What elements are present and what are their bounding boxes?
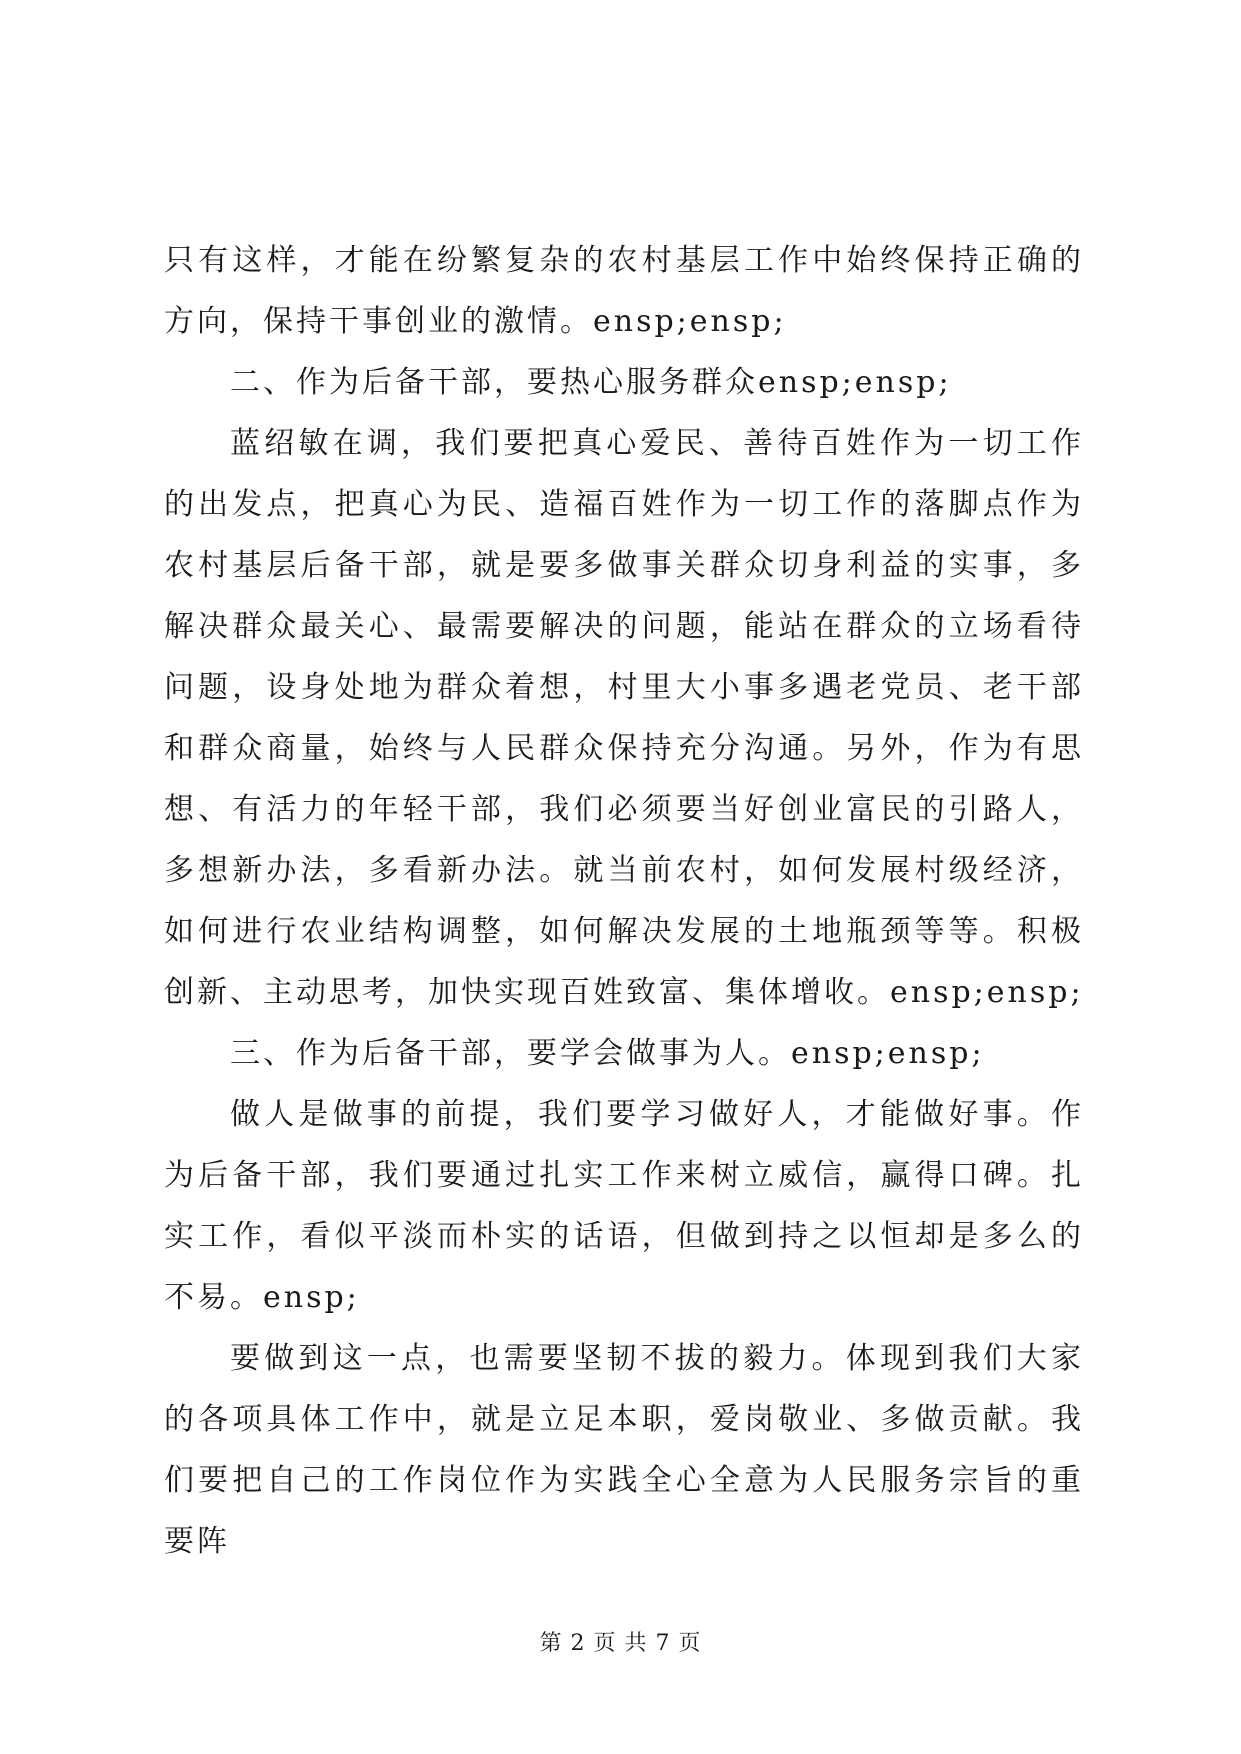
section-heading-serve-masses: 二、作为后备干部，要热心服务群众ensp;ensp; xyxy=(230,365,952,400)
paragraph-conduct: 做人是做事的前提，我们要学习做好人，才能做好事。作为后备干部，我们要通过扎实工作来树立威信，赢得口碑。扎实工作，看似平淡而朴实的话语，但做到持之以恒却是多么的不易。ensp; xyxy=(164,1097,1084,1315)
section-heading-conduct: 三、作为后备干部，要学会做事为人。ensp;ensp; xyxy=(230,1036,985,1071)
paragraph-perseverance: 要做到这一点，也需要坚韧不拔的毅力。体现到我们大家的各项具体工作中，就是立足本职，爱岗敬业、多做贡献。我们要把自己的工作岗位作为实践全心全意为人民服务宗旨的重要阵 xyxy=(164,1341,1084,1559)
page-number-footer: 第 2 页 共 7 页 xyxy=(539,1631,702,1656)
paragraph-continuation: 只有这样，才能在纷繁复杂的农村基层工作中始终保持正确的方向，保持干事创业的激情。ensp;ensp; xyxy=(164,243,1084,339)
document-body xyxy=(164,230,1084,1572)
paragraph-serve-masses: 蓝绍敏在调，我们要把真心爱民、善待百姓作为一切工作的出发点，把真心为民、造福百姓作为一切工作的落脚点作为农村基层后备干部，就是要多做事关群众切身利益的实事，多解决群众最关心、最需要解决的问题，能站在群众的立场看待问题，设身处地为群众着想，村里大小事多遇老党员、老干部和群众商量，始终与人民群众保持充分沟通。另外，作为有思想、有活力的年轻干部，我们必须要当好创业富民的引路人，多想新办法，多看新办法。就当前农村，如何发展村级经济，如何进行农业结构调整，如何解决发展的土地瓶颈等等。积极创新、主动思考，加快实现百姓致富、集体增收。ensp;ensp; xyxy=(164,426,1084,1010)
